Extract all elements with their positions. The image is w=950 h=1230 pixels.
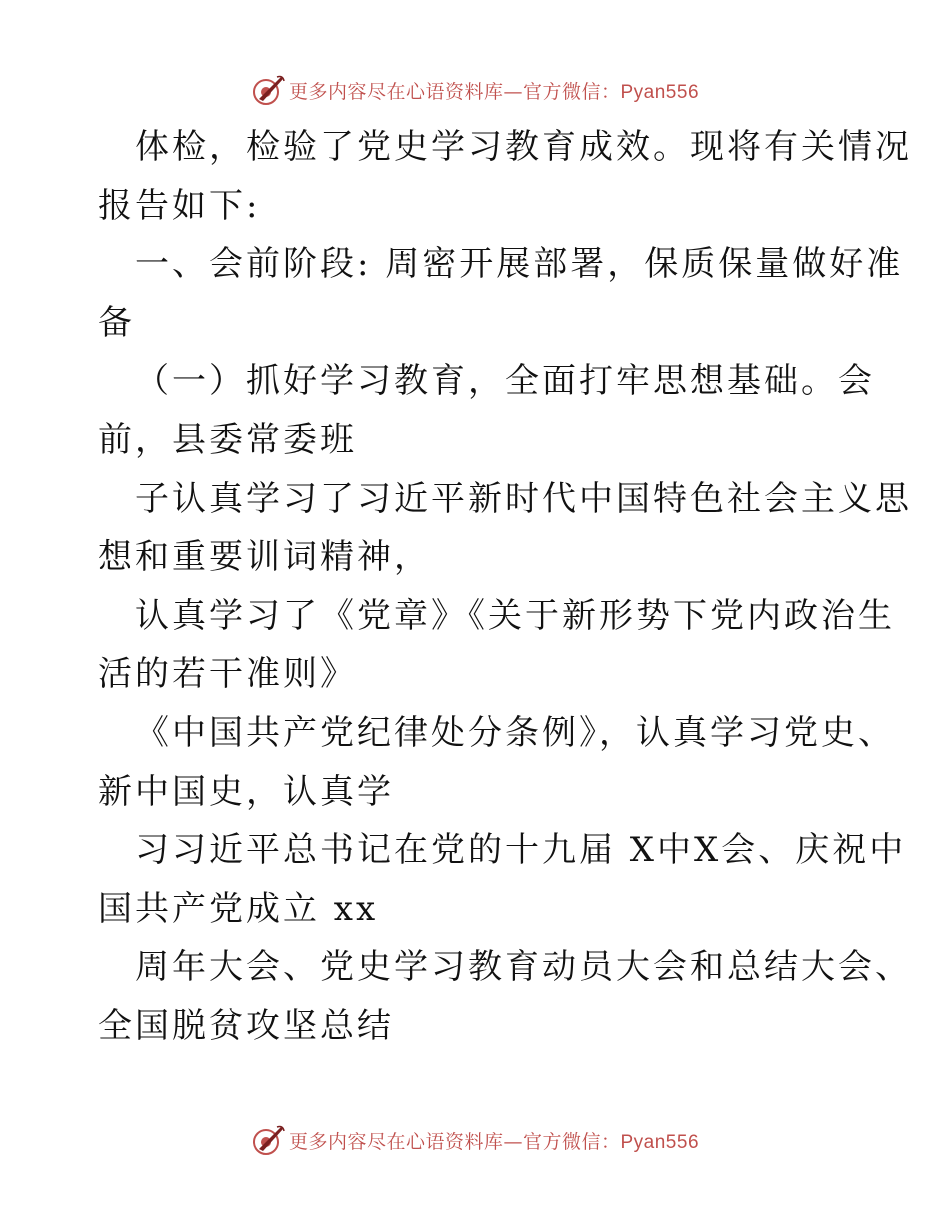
document-body [98, 118, 912, 1056]
header-banner [0, 70, 950, 110]
footer-banner-text: 更多内容尽在心语资料库—官方微信：Pyan556 [288, 1130, 700, 1153]
body-line: 新中国史，认真学 [98, 771, 394, 812]
footer-wechat-id: Pyan556 [620, 1131, 700, 1153]
body-line: 体检，检验了党史学习教育成效。现将有关情况 [135, 127, 912, 167]
body-line: 报告如下: [98, 185, 261, 226]
body-line: 国共产党成立 xx [98, 888, 379, 929]
header-wechat-id: Pyan556 [620, 81, 700, 103]
body-line: 子认真学习了习近平新时代中国特色社会主义思 [135, 478, 912, 519]
section-heading-cont: 备 [98, 302, 135, 343]
body-line: 习习近平总书记在党的十九届 X中X会、庆祝中 [135, 830, 907, 871]
body-line: 认真学习了《党章》《关于新形势下党内政治生 [135, 595, 895, 636]
body-line: 想和重要训词精神， [98, 537, 431, 578]
quill-pen-logo-icon [251, 1123, 285, 1157]
body-line: 前，县委常委班 [98, 419, 357, 460]
quill-pen-logo-icon [251, 73, 285, 107]
subsection-heading: （一）抓好学习教育，全面打牢思想基础。会 [135, 361, 875, 402]
body-line: 全国脱贫攻坚总结 [98, 1005, 394, 1046]
header-banner-text: 更多内容尽在心语资料库—官方微信：Pyan556 [288, 80, 700, 103]
body-line: 活的若干准则》 [98, 654, 357, 695]
footer-banner [0, 1120, 950, 1160]
body-line: 周年大会、党史学习教育动员大会和总结大会、 [135, 947, 912, 988]
body-line: 《中国共产党纪律处分条例》，认真学习党史、 [135, 712, 895, 753]
section-heading: 一、会前阶段: 周密开展部署，保质保量做好准 [135, 244, 904, 285]
